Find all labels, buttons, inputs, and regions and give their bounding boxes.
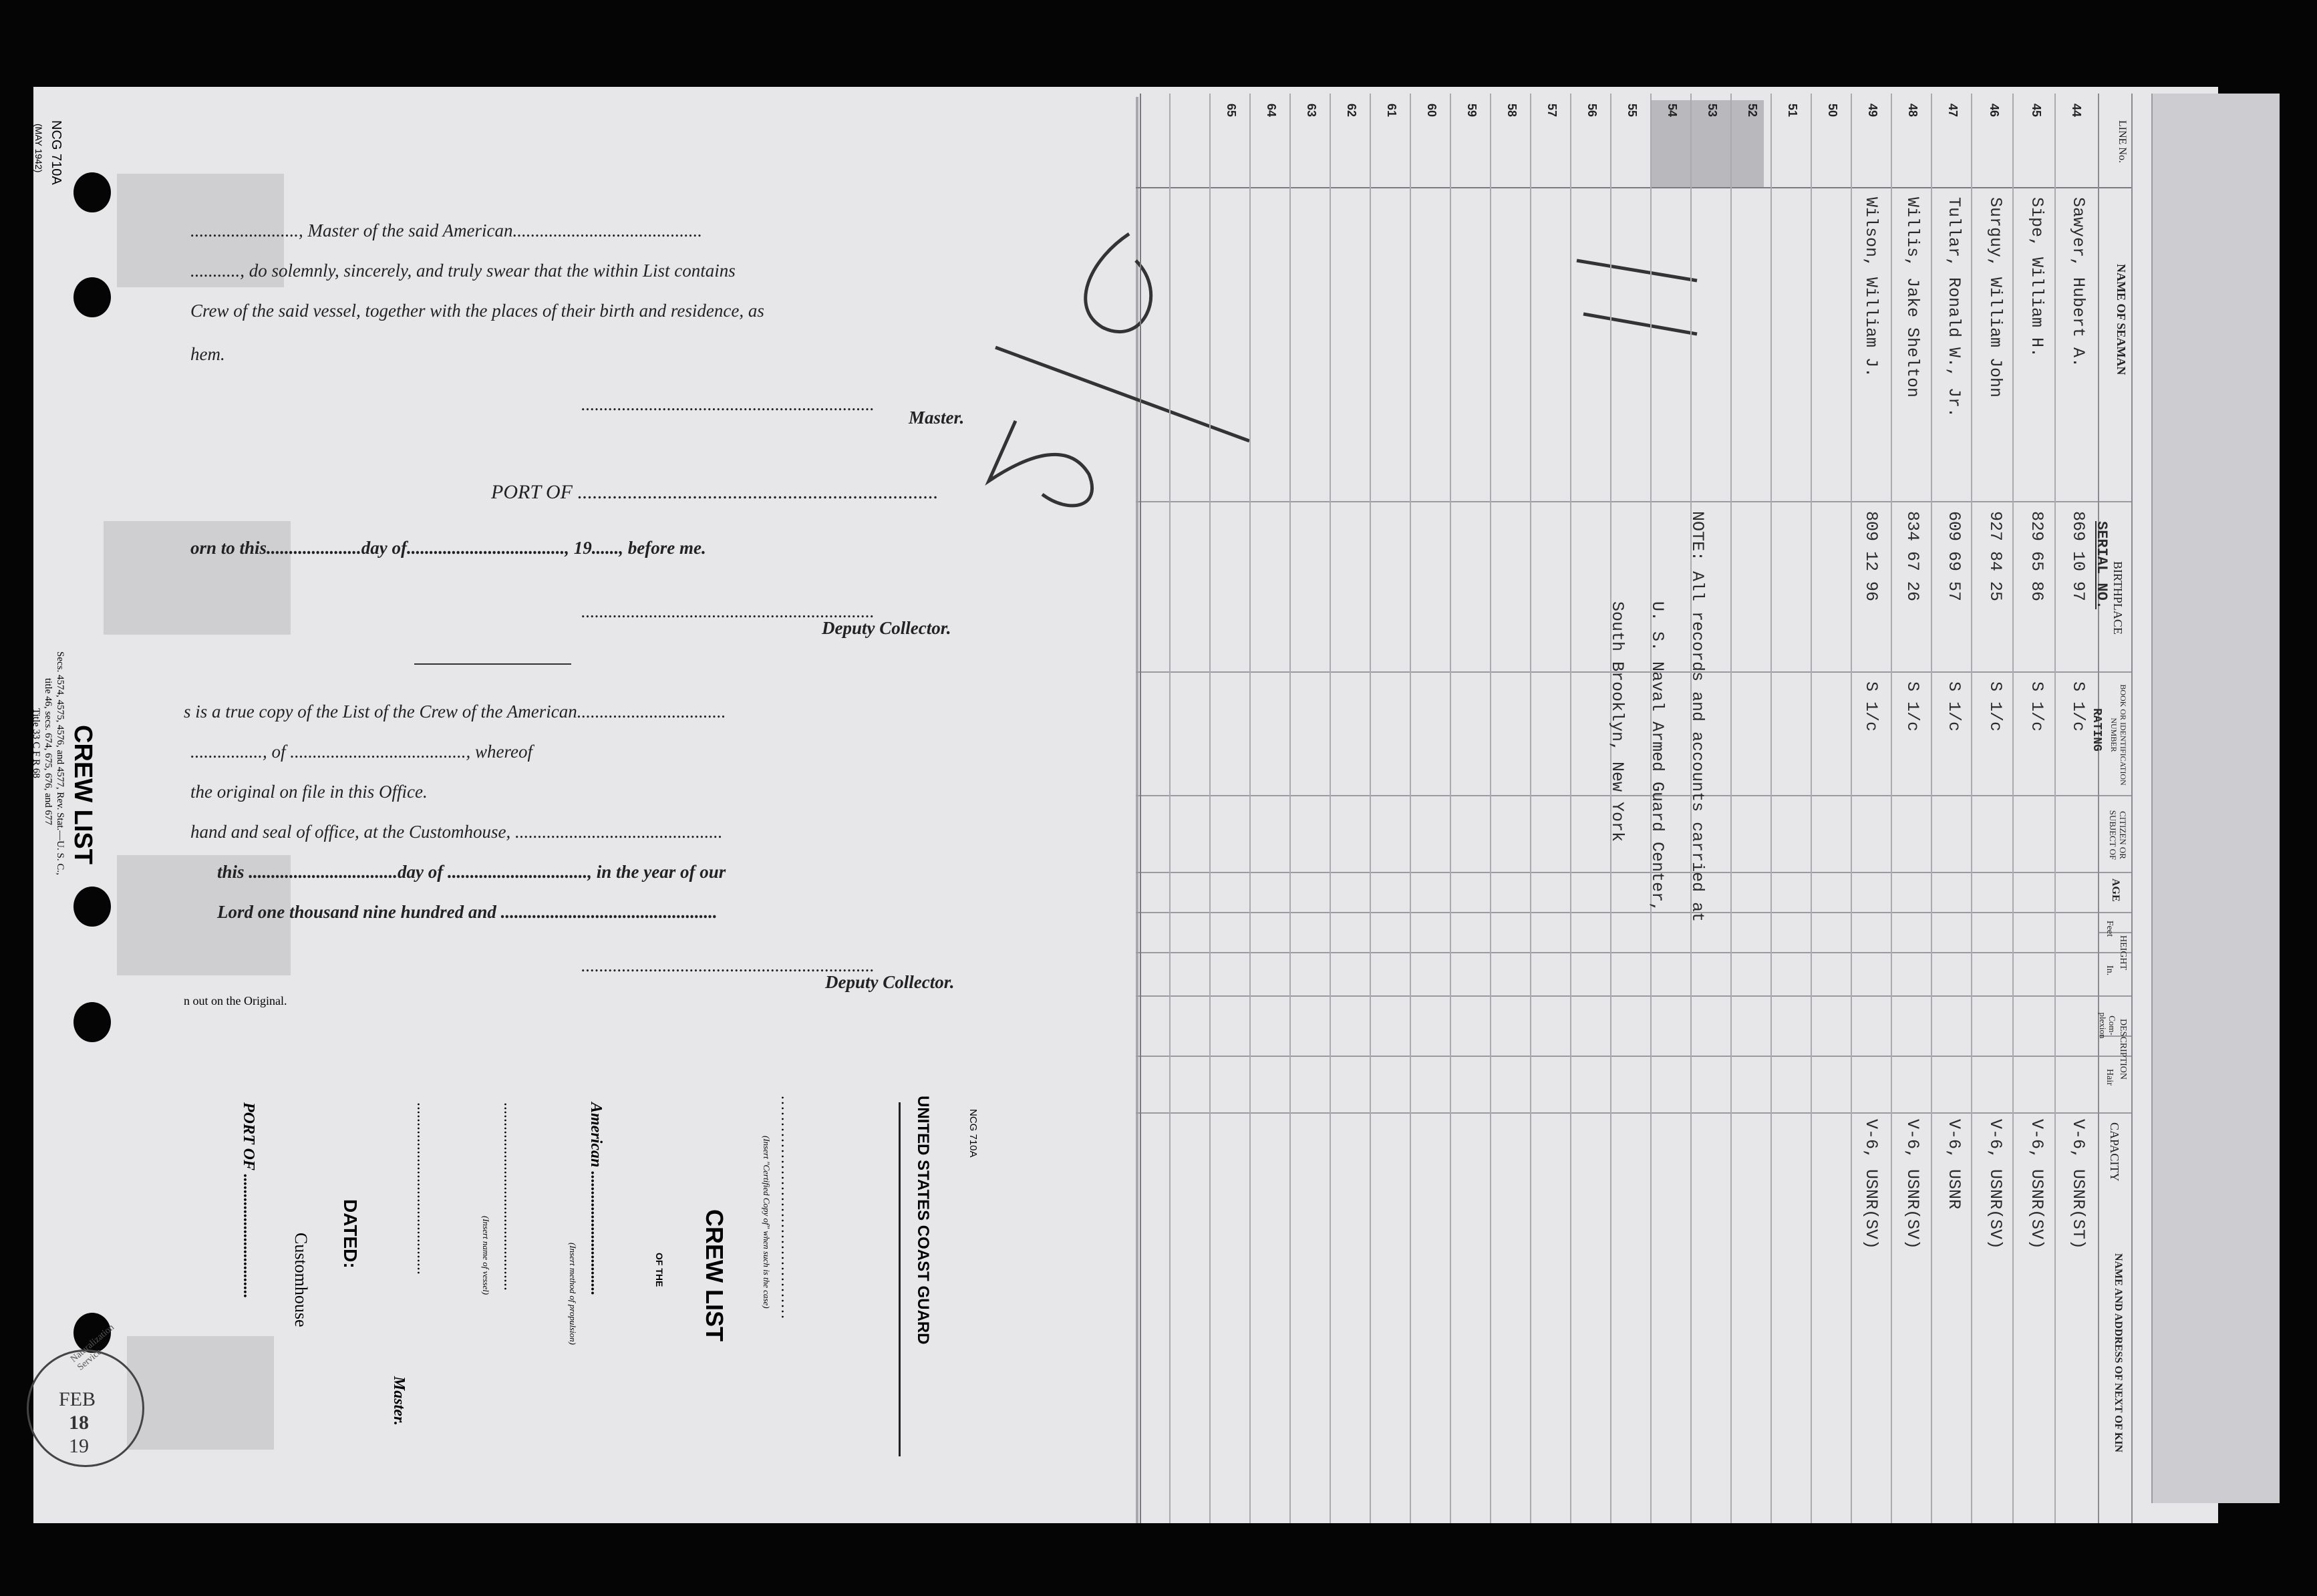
of-the-label: OF THE (654, 1253, 665, 1287)
deputy-collector-label: Deputy Collector. (822, 618, 951, 638)
oath-line-4: hem. (190, 344, 225, 364)
capacity: V-6, USNR(SV) (1903, 1119, 1922, 1250)
row-line (1770, 94, 1772, 1523)
deputy-signature-line: ................................................................. (581, 601, 875, 621)
punch-hole (73, 887, 111, 927)
rating: S 1/c (2068, 681, 2088, 732)
row-line (1530, 94, 1531, 1523)
row-line (1891, 94, 1892, 1523)
header-capacity: CAPACITY (2108, 1122, 2121, 1182)
header-serial: SERIAL NO. (2093, 521, 2110, 610)
serial-number: 927 84 25 (1986, 511, 2005, 602)
rating: S 1/c (1944, 681, 1964, 732)
oath-line-3: Crew of the said vessel, together with the places of their birth and residence, as (190, 301, 764, 321)
vessel-note: (Insert name of vessel) (481, 1216, 491, 1295)
records-note: NOTE: All records and accounts carried at (1688, 511, 1707, 923)
certify-line-6: Lord one thousand nine hundred and ................................................ (217, 902, 718, 922)
line-number: 65 (1225, 104, 1238, 118)
pencil-fraction-mark (969, 200, 1269, 521)
row-line (1209, 94, 1211, 1523)
row-line (1370, 94, 1371, 1523)
grid-line (1136, 1112, 2131, 1114)
line-number: 49 (1866, 104, 1879, 118)
line-number: 56 (1585, 104, 1599, 118)
line-number: 51 (1786, 104, 1799, 118)
rating: S 1/c (1986, 681, 2005, 732)
statute-line: Secs. 4574, 4575, 4576, and 4577, Rev. Stat.—U. S. C., (55, 651, 65, 875)
grid-line (1136, 995, 2131, 997)
row-line (2054, 94, 2056, 1523)
row-line (1851, 94, 1852, 1523)
serial-number: 834 67 26 (1903, 511, 1922, 602)
american-line: American ............................... (587, 1102, 605, 1296)
certified-note: (Insert "Certified Copy of" when such is the case) (762, 1136, 772, 1309)
row-line (1410, 94, 1411, 1523)
records-note: U. S. Naval Armed Guard Center, (1648, 601, 1667, 913)
capacity: V-6, USNR(ST) (2068, 1119, 2088, 1250)
header-description: DESCRIPTION (2118, 1019, 2128, 1080)
capacity: V-6, USNR(SV) (1861, 1119, 1881, 1250)
grid-line (1136, 501, 2131, 502)
master-dots: ........................................... (414, 1102, 431, 1275)
dated-label: DATED: (340, 1199, 361, 1269)
back-crew-list-title: CREW LIST (701, 1209, 728, 1341)
customhouse-label: Customhouse (291, 1233, 311, 1327)
stamp-agency: Naturalization Service (69, 1322, 116, 1373)
oath-line-1: ........................, Master of the said American.......................................... (190, 220, 702, 241)
header-next-of-kin: NAME AND ADDRESS OF NEXT OF KIN (2113, 1253, 2124, 1453)
grid-line (2098, 932, 2131, 933)
serial-number: 869 10 97 (2068, 511, 2088, 602)
grid-line (2131, 94, 2133, 1523)
capacity: V-6, USNR(SV) (2027, 1119, 2046, 1250)
row-line (1450, 94, 1451, 1523)
crew-list-title: CREW LIST (69, 725, 97, 864)
propulsion-note: (Insert method of propulsion) (568, 1243, 578, 1345)
back-panel-rule (899, 1102, 901, 1456)
vessel-dots: ............................................... (500, 1102, 518, 1291)
sworn-line: orn to this.....................day of..................................., 19......, before me. (190, 538, 706, 558)
line-number: 58 (1505, 104, 1519, 118)
oath-line-2: ..........., do solemnly, sincerely, and truly swear that the within List contains (190, 261, 736, 281)
line-number: 50 (1826, 104, 1839, 118)
serial-number: 809 12 96 (1861, 511, 1881, 602)
grid-line (1136, 1056, 2131, 1057)
header-feet: Feet (2105, 921, 2115, 937)
certify-line-5: this .................................day of ..............................., in the year of our (217, 862, 726, 882)
agency-title: UNITED STATES COAST GUARD (914, 1096, 932, 1345)
row-line (1811, 94, 1812, 1523)
row-line (2012, 94, 2014, 1523)
row-line (1169, 94, 1171, 1523)
header-line-no: LINE No. (2117, 120, 2128, 163)
row-line (1730, 94, 1732, 1523)
serial-number: 609 69 57 (1944, 511, 1964, 602)
rating: S 1/c (2027, 681, 2046, 732)
deputy-signature-line: ................................................................. (581, 955, 875, 975)
seaman-name: Wilson, William J. (1861, 197, 1881, 378)
master-signature-line: ................................................................. (581, 394, 875, 414)
capacity: V-6, USNR(SV) (1986, 1119, 2005, 1250)
punch-hole (73, 172, 111, 212)
rating: S 1/c (1903, 681, 1922, 732)
line-number: 64 (1265, 104, 1278, 118)
line-number: 46 (1988, 104, 2001, 118)
line-number: 54 (1666, 104, 1679, 118)
form-id-left: NCG 710A (49, 120, 63, 185)
grid-line (1136, 187, 2131, 188)
grid-line (2098, 94, 2099, 1523)
row-line (1249, 94, 1251, 1523)
port-of-line: PORT OF ........................................................................ (491, 481, 939, 503)
header-citizen: CITIZEN OR SUBJECT OF (2108, 810, 2128, 860)
certify-line-1: s is a true copy of the List of the Crew of the American................................. (184, 701, 726, 722)
header-rating: RATING (2090, 708, 2103, 752)
statute-line: Title 33 C F R 68 (31, 708, 41, 778)
page-edge-tab (2151, 94, 2280, 1503)
grid-line (1136, 872, 2131, 873)
row-line (1971, 94, 1972, 1523)
row-line (1140, 94, 1141, 1523)
row-line (1490, 94, 1491, 1523)
certify-line-4: hand and seal of office, at the Customhouse, .............................................. (190, 822, 723, 842)
rating: S 1/c (1861, 681, 1881, 732)
line-number: 60 (1425, 104, 1438, 118)
back-master-label: Master. (390, 1376, 408, 1426)
smudge (127, 1336, 274, 1450)
header-birthplace: BIRTHPLACE (2111, 561, 2125, 635)
line-number: 45 (2030, 104, 2043, 118)
capacity: V-6, USNR (1944, 1119, 1964, 1210)
certify-line-2: ................, of ......................................., whereof (190, 742, 532, 762)
seaman-name: Willis, Jake Shelton (1903, 197, 1922, 398)
line-number: 48 (1906, 104, 1919, 118)
seaman-name: Surguy, William John (1986, 197, 2005, 398)
header-height: HEIGHT (2118, 935, 2128, 971)
line-number: 53 (1706, 104, 1719, 118)
row-line (1289, 94, 1291, 1523)
line-number: 52 (1746, 104, 1759, 118)
row-line (1931, 94, 1932, 1523)
seaman-name: Tullar, Ronald W., Jr. (1944, 197, 1964, 418)
header-age: AGE (2110, 879, 2121, 902)
footnote: n out on the Original. (184, 994, 287, 1007)
seaman-name: Sipe, William H. (2027, 197, 2046, 358)
header-inches: In. (2105, 965, 2115, 976)
grid-line (1136, 912, 2131, 913)
stamp-day: 18 (69, 1412, 89, 1434)
pencil-mark-11 (1563, 241, 1710, 347)
naturalization-stamp (27, 1322, 144, 1467)
header-name: NAME OF SEAMAN (2115, 264, 2128, 375)
serial-number: 829 65 86 (2027, 511, 2046, 602)
stamp-month: FEB (59, 1388, 96, 1410)
statute-line: title 46, secs. 674, 675, 676, and 677 (43, 678, 53, 825)
line-number: 44 (2070, 104, 2083, 118)
line-number: 55 (1626, 104, 1639, 118)
back-port-of: PORT OF ............................... (240, 1102, 257, 1299)
back-form-id: NCG 710A (967, 1109, 979, 1158)
line-number: 47 (1946, 104, 1960, 118)
line-number: 62 (1345, 104, 1358, 118)
row-line (1330, 94, 1331, 1523)
header-book: BOOK OR IDENTIFICATION NUMBER (2109, 684, 2128, 786)
form-date-left: (MAY 1942) (33, 124, 44, 173)
certified-dots: .......................................... (778, 1096, 795, 1320)
seaman-name: Sawyer, Hubert A. (2068, 197, 2088, 368)
line-number: 59 (1465, 104, 1479, 118)
header-hair: Hair (2105, 1069, 2115, 1086)
certify-line-3: the original on file in this Office. (190, 782, 428, 802)
punch-hole (73, 277, 111, 317)
punch-hole (73, 1002, 111, 1042)
master-label: Master. (909, 408, 965, 428)
grid-line (1136, 795, 2131, 796)
divider (414, 663, 571, 665)
stamp-year: 19 (69, 1435, 89, 1457)
line-number: 61 (1385, 104, 1398, 118)
grid-line (1136, 671, 2131, 673)
deputy-collector-label: Deputy Collector. (825, 972, 955, 992)
records-note: South Brooklyn, New York (1607, 601, 1627, 842)
header-complexion: Com- plexion (2098, 1012, 2117, 1039)
row-line (1570, 94, 1571, 1523)
grid-line (1136, 952, 2131, 953)
line-number: 63 (1305, 104, 1318, 118)
line-number: 57 (1545, 104, 1559, 118)
